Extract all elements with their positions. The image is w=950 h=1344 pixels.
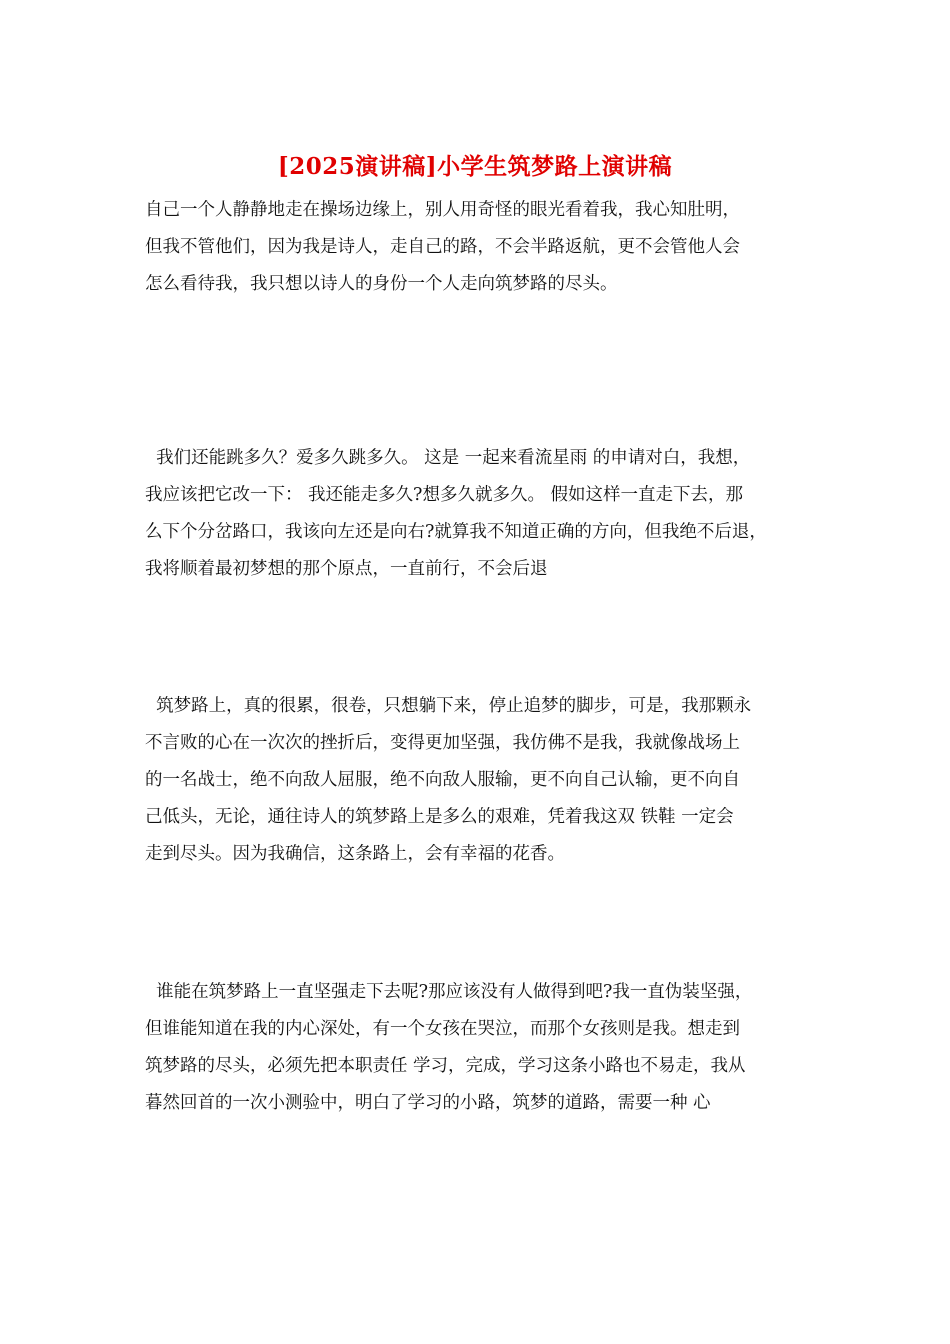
paragraph-1 [145,192,740,303]
paragraph-line: 的一名战士，绝不向敌人屈服，绝不向敌人服输，更不向自己认输，更不向自 [145,770,740,790]
paragraph-line: 么下个分岔路口，我该向左还是向右?就算我不知道正确的方向，但我绝不后退， [145,522,767,542]
paragraph-line: 怎么看待我，我只想以诗人的身份一个人走向筑梦路的尽头。 [145,274,618,294]
paragraph-line: 谁能在筑梦路上一直坚强走下去呢?那应该没有人做得到吧?我一直伪装坚强， [145,982,753,1002]
paragraph-line: 筑梦路上，真的很累，很卷，只想躺下来，停止追梦的脚步，可是，我那颗永 [145,696,752,716]
paragraph-2 [145,440,767,588]
paragraph-line: 走到尽头。因为我确信，这条路上，会有幸福的花香。 [145,844,565,864]
paragraph-4 [145,974,752,1122]
document-title: [2025演讲稿]小学生筑梦路上演讲稿 [277,153,673,180]
paragraph-line: 暮然回首的一次小测验中，明白了学习的小路，筑梦的道路，需要一种 心 [145,1093,711,1113]
paragraph-line: 筑梦路的尽头，必须先把本职责任 学习，完成，学习这条小路也不易走，我从 [145,1056,746,1076]
paragraph-line: 自己一个人静静地走在操场边缘上，别人用奇怪的眼光看着我，我心知肚明， [145,200,740,220]
paragraph-line: 我应该把它改一下： 我还能走多久?想多久就多久。 假如这样一直走下去，那 [145,485,744,505]
paragraph-3 [145,688,751,873]
paragraph-line: 我将顺着最初梦想的那个原点，一直前行，不会后退 [145,559,548,579]
paragraph-line: 但我不管他们，因为我是诗人，走自己的路，不会半路返航，更不会管他人会 [145,237,740,257]
paragraph-line: 但谁能知道在我的内心深处，有一个女孩在哭泣，而那个女孩则是我。想走到 [145,1019,740,1039]
paragraph-line: 己低头，无论，通往诗人的筑梦路上是多么的艰难，凭着我这双 铁鞋 一定会 [145,807,734,827]
paragraph-line: 我们还能跳多久？爱多久跳多久。 这是 一起来看流星雨 的申请对白，我想， [145,448,751,468]
paragraph-line: 不言败的心在一次次的挫折后，变得更加坚强，我仿佛不是我，我就像战场上 [145,733,740,753]
